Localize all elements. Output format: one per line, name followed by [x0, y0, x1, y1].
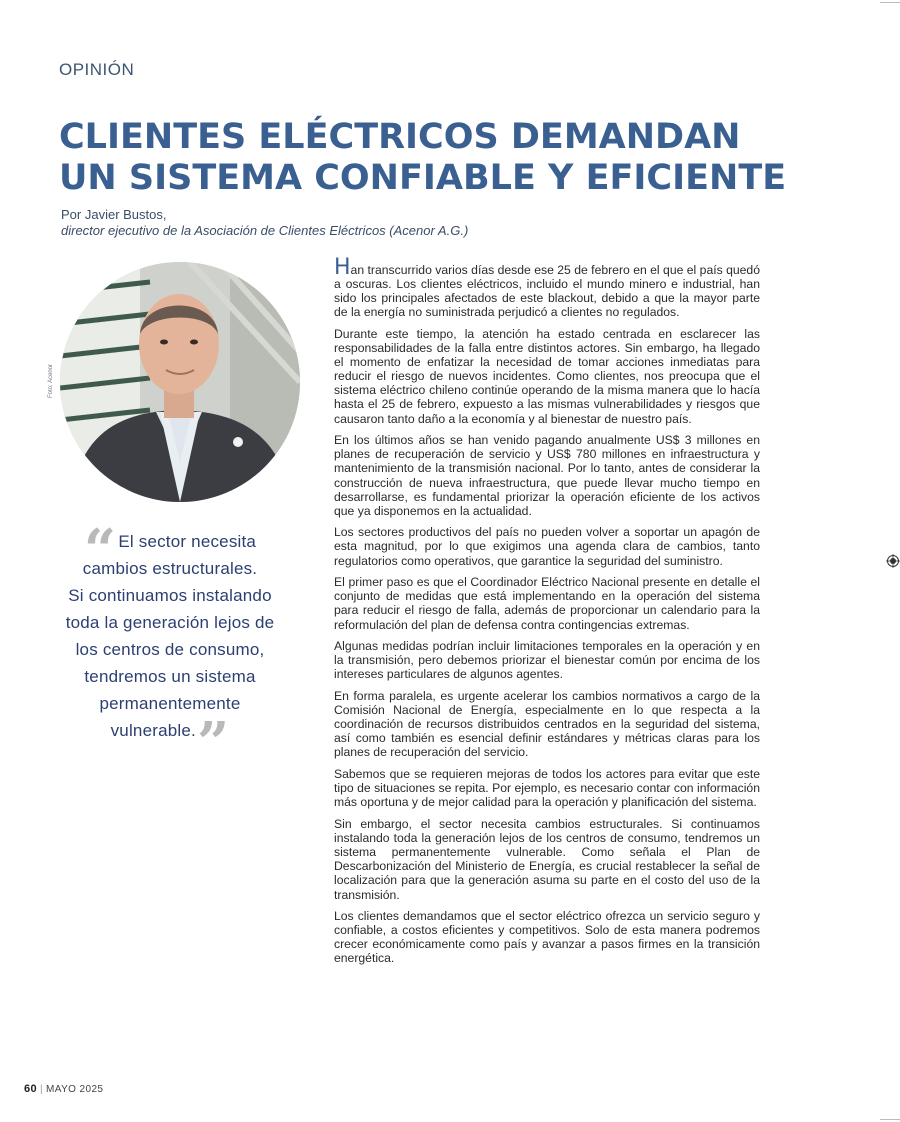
page-footer — [24, 1083, 103, 1095]
issue-date: MAYO 2025 — [46, 1084, 104, 1095]
pull-quote-line: Si continuamos instalando — [68, 586, 272, 605]
article-paragraph: Los sectores productivos del país no pueden volver a soportar un apagón de esta magnitud, por lo que exigimos una agenda clara de cambios, tanto regulatorios como operativos, que garantice la seguridad del suministro. — [334, 525, 760, 568]
pull-quote-line: permanentemente — [99, 694, 241, 713]
author-name: Por Javier Bustos, — [61, 207, 167, 222]
pull-quote: “ El sector necesita cambios estructurales. Si continuamos instalando toda la generación lejos de los centros de consumo, tendremos un sistema permanentemente vulnerable.” — [65, 517, 275, 776]
title-line: UN SISTEMA CONFIABLE Y EFICIENTE — [59, 158, 787, 198]
article-paragraph — [334, 255, 760, 320]
paragraph-text: an transcurrido varios días desde ese 25 de febrero en el que el país quedó a oscuras. Los clientes eléctricos, incluido el mundo minero e industrial, han sido los principales afectados de este blackout, debido a que la mayor parte de la energía no suministrada perjudicó a clientes no regulados. — [334, 263, 760, 320]
drop-cap: H — [334, 255, 351, 280]
pull-quote-line: El sector necesita — [118, 532, 257, 551]
article-paragraph: Sin embargo, el sector necesita cambios estructurales. Si continuamos instalando toda la generación lejos de los centros de consumo, tendremos un sistema permanentemente vulnerable. Como señala el Plan de Descarbonización del Ministerio de Energía, es crucial restablecer la señal de localización para que la generación asuma su parte en el costo del uso de la transmisión. — [334, 817, 760, 902]
article-paragraph: El primer paso es que el Coordinador Eléctrico Nacional presente en detalle el conjunto de medidas que está implementando en la operación del sistema para reducir el riesgo de falla, además de proporcionar un calendario para la reformulación del plan de defensa contra contingencias extremas. — [334, 575, 760, 632]
article-title — [59, 117, 879, 199]
author-portrait-photo — [60, 262, 300, 502]
article-paragraph: Sabemos que se requieren mejoras de todos los actores para evitar que este tipo de situaciones se repita. Por ejemplo, es necesario contar con información más oportuna y de mejor calidad para la operación y planificación del sistema. — [334, 767, 760, 810]
crop-mark-top — [880, 2, 900, 3]
article-paragraph: Algunas medidas podrían incluir limitaciones temporales en la operación y en la transmisión, pero debemos priorizar el bienestar común por encima de los intereses particulares de algunos agentes. — [334, 639, 760, 682]
byline — [61, 207, 468, 239]
pull-quote-line: cambios estructurales. — [82, 559, 258, 578]
registration-mark-icon — [886, 554, 900, 568]
article-paragraph: En los últimos años se han venido pagando anualmente US$ 3 millones en planes de recuperación de servicio y US$ 780 millones en infraestructura y mantenimiento de la transmisión nacional. Por lo tanto, antes de considerar la construcción de nueva infraestructura, que puede llevar mucho tiempo en desarrollarse, es fundamental priorizar la operación eficiente de los activos que ya disponemos en la actualidad. — [334, 433, 760, 518]
pull-quote-line: tendremos un sistema — [84, 667, 256, 686]
article-paragraph: Durante este tiempo, la atención ha estado centrada en esclarecer las responsabilidades de la falla entre distintos actores. Sin embargo, ha llegado el momento de enfatizar la necesidad de tomar acciones inmediatas para reducir el riesgo de nuevos incidentes. Como clientes, nos preocupa que el sistema eléctrico chileno continúe operando de la misma manera que lo hacía hasta el 25 de febrero, expuesto a las mismas vulnerabilidades y riesgos que causaron tanto daño a la economía y al bienestar de nuestro país. — [334, 326, 760, 426]
pull-quote-line: vulnerable. — [110, 721, 196, 740]
pull-quote-line: toda la generación lejos de — [65, 613, 275, 632]
page-number: 60 — [24, 1083, 38, 1095]
article-paragraph: Los clientes demandamos que el sector eléctrico ofrezca un servicio seguro y confiable, a costos eficientes y competitivos. Solo de esta manera podremos crecer económicamente como país y avanzar a pasos firmes en la transición energética. — [334, 909, 760, 966]
pull-quote-line: los centros de consumo, — [75, 640, 265, 659]
portrait-illustration — [60, 262, 300, 502]
article-body — [334, 255, 760, 973]
article-paragraph: En forma paralela, es urgente acelerar los cambios normativos a cargo de la Comisión Nacional de Energía, especialmente en lo que respecta a la coordinación de recursos distribuidos centrados en la seguridad del sistema, así como también es esencial definir estándares y métricas claras para los planes de recuperación del servicio. — [334, 689, 760, 760]
author-affiliation: director ejecutivo de la Asociación de Clientes Eléctricos (Acenor A.G.) — [61, 223, 469, 238]
crop-mark-bottom — [880, 1119, 900, 1120]
section-label: OPINIÓN — [59, 60, 135, 79]
footer-separator: | — [40, 1084, 44, 1095]
title-line: CLIENTES ELÉCTRICOS DEMANDAN — [59, 117, 741, 157]
photo-credit: Foto: Acenor — [48, 363, 54, 398]
